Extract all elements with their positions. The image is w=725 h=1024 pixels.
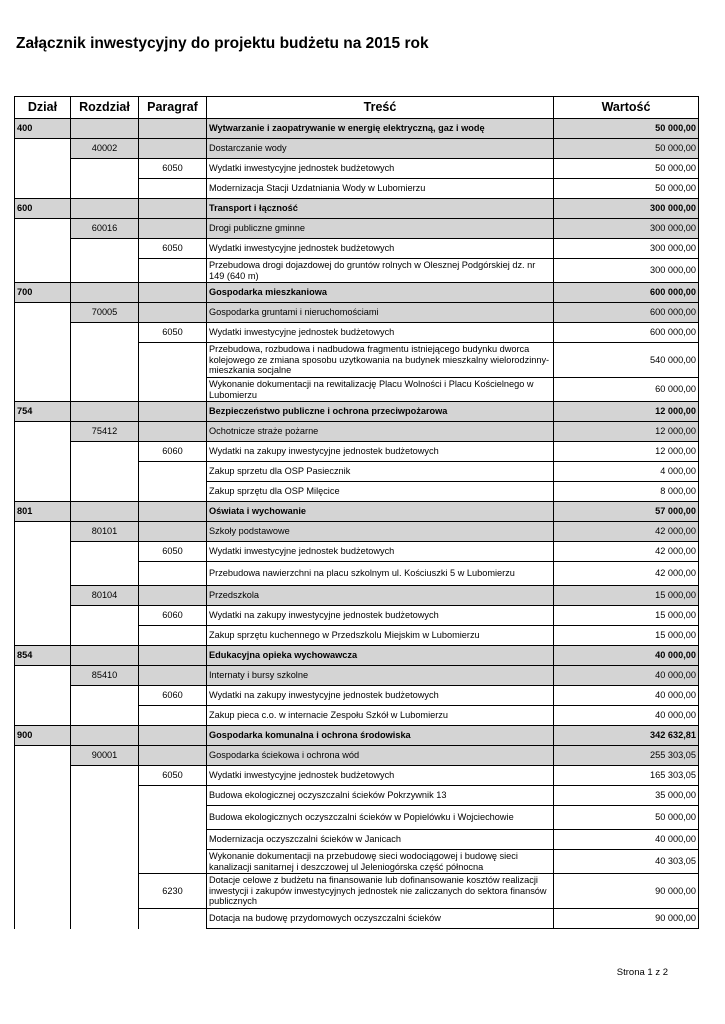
wartosc-cell: 600 000,00 bbox=[554, 303, 699, 323]
rozdzial-cell bbox=[71, 646, 139, 666]
paragraf-cell: 6050 bbox=[139, 239, 207, 259]
paragraf-cell: 6050 bbox=[139, 542, 207, 562]
table-row-zadanie bbox=[15, 259, 699, 283]
table-row-zadanie bbox=[15, 378, 699, 402]
paragraf-cell: 6050 bbox=[139, 159, 207, 179]
wartosc-cell: 600 000,00 bbox=[554, 323, 699, 343]
tresc-cell: Transport i łączność bbox=[207, 199, 554, 219]
wartosc-cell: 255 303,05 bbox=[554, 746, 699, 766]
rozdzial-cell: 85410 bbox=[71, 666, 139, 686]
paragraf-cell: 6230 bbox=[139, 874, 207, 909]
paragraf-cell bbox=[139, 806, 207, 830]
table-row-dzial bbox=[15, 646, 699, 666]
table-row-paragraf bbox=[15, 323, 699, 343]
dzial-cell bbox=[15, 462, 71, 482]
table-row-zadanie bbox=[15, 909, 699, 929]
table-row-zadanie bbox=[15, 830, 699, 850]
paragraf-cell bbox=[139, 482, 207, 502]
tresc-cell: Przedszkola bbox=[207, 586, 554, 606]
wartosc-cell: 50 000,00 bbox=[554, 179, 699, 199]
wartosc-cell: 300 000,00 bbox=[554, 239, 699, 259]
dzial-cell bbox=[15, 542, 71, 562]
paragraf-cell: 6060 bbox=[139, 686, 207, 706]
wartosc-cell: 40 303,05 bbox=[554, 850, 699, 874]
rozdzial-cell bbox=[71, 766, 139, 786]
table-row-dzial bbox=[15, 283, 699, 303]
paragraf-cell bbox=[139, 562, 207, 586]
dzial-cell: 900 bbox=[15, 726, 71, 746]
rozdzial-cell bbox=[71, 199, 139, 219]
table-row-dzial bbox=[15, 402, 699, 422]
table-row-zadanie bbox=[15, 482, 699, 502]
table-row-paragraf bbox=[15, 686, 699, 706]
rozdzial-cell bbox=[71, 482, 139, 502]
tresc-cell: Wykonanie dokumentacji na rewitalizację Placu Wolności i Placu Kościelnego w Lubomierzu bbox=[207, 378, 554, 402]
paragraf-cell bbox=[139, 522, 207, 542]
dzial-cell bbox=[15, 586, 71, 606]
dzial-cell bbox=[15, 850, 71, 874]
dzial-cell bbox=[15, 766, 71, 786]
wartosc-cell: 165 303,05 bbox=[554, 766, 699, 786]
wartosc-cell: 50 000,00 bbox=[554, 119, 699, 139]
paragraf-cell bbox=[139, 139, 207, 159]
table-row-rozdzial bbox=[15, 522, 699, 542]
paragraf-cell bbox=[139, 850, 207, 874]
dzial-cell bbox=[15, 522, 71, 542]
table-row-zadanie bbox=[15, 179, 699, 199]
table-row-paragraf bbox=[15, 159, 699, 179]
dzial-cell bbox=[15, 786, 71, 806]
tresc-cell: Dotacja na budowę przydomowych oczyszczalni ścieków bbox=[207, 909, 554, 929]
wartosc-cell: 42 000,00 bbox=[554, 562, 699, 586]
paragraf-cell bbox=[139, 626, 207, 646]
paragraf-cell bbox=[139, 746, 207, 766]
wartosc-cell: 35 000,00 bbox=[554, 786, 699, 806]
tresc-cell: Przebudowa, rozbudowa i nadbudowa fragmentu istniejącego budynku dworca kolejowego ze zmiana sposobu uzytkowania na budynek mieszkalny wielorodzinny- mieszkania socjalne bbox=[207, 343, 554, 378]
wartosc-cell: 40 000,00 bbox=[554, 666, 699, 686]
wartosc-cell: 540 000,00 bbox=[554, 343, 699, 378]
dzial-cell: 600 bbox=[15, 199, 71, 219]
page-title: Załącznik inwestycyjny do projektu budżetu na 2015 rok bbox=[16, 35, 429, 52]
paragraf-cell bbox=[139, 378, 207, 402]
dzial-cell bbox=[15, 746, 71, 766]
rozdzial-cell bbox=[71, 562, 139, 586]
tresc-cell: Zakup pieca c.o. w internacie Zespołu Szkół w Lubomierzu bbox=[207, 706, 554, 726]
wartosc-cell: 60 000,00 bbox=[554, 378, 699, 402]
rozdzial-cell: 80104 bbox=[71, 586, 139, 606]
dzial-cell bbox=[15, 343, 71, 378]
table-row-paragraf bbox=[15, 766, 699, 786]
dzial-cell bbox=[15, 303, 71, 323]
tresc-cell: Przebudowa nawierzchni na placu szkolnym ul. Kościuszki 5 w Lubomierzu bbox=[207, 562, 554, 586]
rozdzial-cell bbox=[71, 706, 139, 726]
paragraf-cell bbox=[139, 283, 207, 303]
table-row-paragraf bbox=[15, 239, 699, 259]
wartosc-cell: 300 000,00 bbox=[554, 219, 699, 239]
tresc-cell: Edukacyjna opieka wychowawcza bbox=[207, 646, 554, 666]
paragraf-cell bbox=[139, 830, 207, 850]
dzial-cell bbox=[15, 706, 71, 726]
tresc-cell: Wytwarzanie i zaopatrywanie w energię elektryczną, gaz i wodę bbox=[207, 119, 554, 139]
paragraf-cell bbox=[139, 119, 207, 139]
table-row-zadanie bbox=[15, 786, 699, 806]
table-row-zadanie bbox=[15, 706, 699, 726]
dzial-cell bbox=[15, 219, 71, 239]
dzial-cell bbox=[15, 666, 71, 686]
tresc-cell: Wykonanie dokumentacji na przebudowę sieci wodociągowej i budowę sieci kanalizacji sanitarnej i deszczowej ul Jeleniogórska część północna bbox=[207, 850, 554, 874]
header-dzial: Dział bbox=[15, 97, 71, 119]
wartosc-cell: 15 000,00 bbox=[554, 606, 699, 626]
dzial-cell bbox=[15, 259, 71, 283]
tresc-cell: Dostarczanie wody bbox=[207, 139, 554, 159]
header-tresc: Treść bbox=[207, 97, 554, 119]
wartosc-cell: 12 000,00 bbox=[554, 422, 699, 442]
dzial-cell bbox=[15, 378, 71, 402]
wartosc-cell: 12 000,00 bbox=[554, 402, 699, 422]
tresc-cell: Modernizacja oczyszczalni ścieków w Janicach bbox=[207, 830, 554, 850]
rozdzial-cell bbox=[71, 259, 139, 283]
dzial-cell bbox=[15, 909, 71, 929]
header-wartosc: Wartość bbox=[554, 97, 699, 119]
dzial-cell bbox=[15, 139, 71, 159]
tresc-cell: Bezpieczeństwo publiczne i ochrona przeciwpożarowa bbox=[207, 402, 554, 422]
paragraf-cell bbox=[139, 586, 207, 606]
tresc-cell: Wydatki inwestycyjne jednostek budżetowych bbox=[207, 239, 554, 259]
paragraf-cell: 6060 bbox=[139, 442, 207, 462]
tresc-cell: Wydatki na zakupy inwestycyjne jednostek budżetowych bbox=[207, 606, 554, 626]
tresc-cell: Zakup sprzętu kuchennego w Przedszkolu Miejskim w Lubomierzu bbox=[207, 626, 554, 646]
paragraf-cell bbox=[139, 199, 207, 219]
rozdzial-cell: 70005 bbox=[71, 303, 139, 323]
paragraf-cell bbox=[139, 179, 207, 199]
tresc-cell: Budowa ekologicznej oczyszczalni ścieków Pokrzywnik 13 bbox=[207, 786, 554, 806]
dzial-cell bbox=[15, 482, 71, 502]
table-row-rozdzial bbox=[15, 422, 699, 442]
table-row-zadanie bbox=[15, 626, 699, 646]
table-row-paragraf bbox=[15, 442, 699, 462]
paragraf-cell bbox=[139, 422, 207, 442]
wartosc-cell: 90 000,00 bbox=[554, 909, 699, 929]
rozdzial-cell: 90001 bbox=[71, 746, 139, 766]
table-row-zadanie bbox=[15, 462, 699, 482]
wartosc-cell: 300 000,00 bbox=[554, 199, 699, 219]
table-row-rozdzial bbox=[15, 219, 699, 239]
tresc-cell: Wydatki inwestycyjne jednostek budżetowych bbox=[207, 323, 554, 343]
dzial-cell bbox=[15, 606, 71, 626]
tresc-cell: Drogi publiczne gminne bbox=[207, 219, 554, 239]
tresc-cell: Wydatki inwestycyjne jednostek budżetowych bbox=[207, 766, 554, 786]
dzial-cell bbox=[15, 686, 71, 706]
tresc-cell: Ochotnicze straże pożarne bbox=[207, 422, 554, 442]
rozdzial-cell: 80101 bbox=[71, 522, 139, 542]
dzial-cell bbox=[15, 323, 71, 343]
rozdzial-cell bbox=[71, 119, 139, 139]
rozdzial-cell bbox=[71, 806, 139, 830]
table-row-rozdzial bbox=[15, 746, 699, 766]
rozdzial-cell bbox=[71, 502, 139, 522]
rozdzial-cell bbox=[71, 462, 139, 482]
tresc-cell: Gospodarka komunalna i ochrona środowiska bbox=[207, 726, 554, 746]
rozdzial-cell bbox=[71, 378, 139, 402]
table-header-row bbox=[15, 97, 699, 119]
tresc-cell: Wydatki na zakupy inwestycyjne jednostek budżetowych bbox=[207, 442, 554, 462]
wartosc-cell: 42 000,00 bbox=[554, 542, 699, 562]
paragraf-cell bbox=[139, 402, 207, 422]
wartosc-cell: 8 000,00 bbox=[554, 482, 699, 502]
dzial-cell: 854 bbox=[15, 646, 71, 666]
table-row-rozdzial bbox=[15, 303, 699, 323]
rozdzial-cell bbox=[71, 874, 139, 909]
wartosc-cell: 300 000,00 bbox=[554, 259, 699, 283]
wartosc-cell: 4 000,00 bbox=[554, 462, 699, 482]
paragraf-cell bbox=[139, 219, 207, 239]
paragraf-cell bbox=[139, 502, 207, 522]
rozdzial-cell: 40002 bbox=[71, 139, 139, 159]
page-number: Strona 1 z 2 bbox=[616, 967, 668, 978]
tresc-cell: Gospodarka mieszkaniowa bbox=[207, 283, 554, 303]
wartosc-cell: 42 000,00 bbox=[554, 522, 699, 542]
dzial-cell bbox=[15, 239, 71, 259]
table-row-dzial bbox=[15, 199, 699, 219]
tresc-cell: Zakup sprzętu dla OSP Milęcice bbox=[207, 482, 554, 502]
tresc-cell: Dotacje celowe z budżetu na finansowanie lub dofinansowanie kosztów realizacji inwestycji i zakupów inwestycyjnych jednostek nie zaliczanych do sektora finansów publicznych bbox=[207, 874, 554, 909]
dzial-cell bbox=[15, 830, 71, 850]
table-row-paragraf bbox=[15, 874, 699, 909]
table-row-dzial bbox=[15, 119, 699, 139]
paragraf-cell bbox=[139, 303, 207, 323]
paragraf-cell bbox=[139, 726, 207, 746]
rozdzial-cell bbox=[71, 686, 139, 706]
wartosc-cell: 50 000,00 bbox=[554, 139, 699, 159]
table-row-zadanie bbox=[15, 850, 699, 874]
rozdzial-cell bbox=[71, 850, 139, 874]
tresc-cell: Gospodarka ściekowa i ochrona wód bbox=[207, 746, 554, 766]
wartosc-cell: 40 000,00 bbox=[554, 646, 699, 666]
paragraf-cell: 6050 bbox=[139, 766, 207, 786]
paragraf-cell bbox=[139, 646, 207, 666]
paragraf-cell bbox=[139, 706, 207, 726]
dzial-cell: 754 bbox=[15, 402, 71, 422]
tresc-cell: Internaty i bursy szkolne bbox=[207, 666, 554, 686]
paragraf-cell: 6060 bbox=[139, 606, 207, 626]
tresc-cell: Wydatki inwestycyjne jednostek budżetowych bbox=[207, 542, 554, 562]
tresc-cell: Wydatki na zakupy inwestycyjne jednostek budżetowych bbox=[207, 686, 554, 706]
table-row-rozdzial bbox=[15, 586, 699, 606]
rozdzial-cell bbox=[71, 626, 139, 646]
wartosc-cell: 15 000,00 bbox=[554, 586, 699, 606]
tresc-cell: Przebudowa drogi dojazdowej do gruntów rolnych w Olesznej Podgórskiej dz. nr 149 (640 m) bbox=[207, 259, 554, 283]
table-row-rozdzial bbox=[15, 666, 699, 686]
table-row-rozdzial bbox=[15, 139, 699, 159]
paragraf-cell bbox=[139, 462, 207, 482]
investment-table bbox=[14, 96, 699, 929]
rozdzial-cell: 75412 bbox=[71, 422, 139, 442]
header-paragraf: Paragraf bbox=[139, 97, 207, 119]
tresc-cell: Szkoły podstawowe bbox=[207, 522, 554, 542]
table-row-zadanie bbox=[15, 343, 699, 378]
table-row-dzial bbox=[15, 726, 699, 746]
dzial-cell bbox=[15, 159, 71, 179]
tresc-cell: Zakup sprzetu dla OSP Pasiecznik bbox=[207, 462, 554, 482]
tresc-cell: Wydatki inwestycyjne jednostek budżetowych bbox=[207, 159, 554, 179]
rozdzial-cell bbox=[71, 830, 139, 850]
tresc-cell: Budowa ekologicznych oczyszczalni ścieków w Popielówku i Wojciechowie bbox=[207, 806, 554, 830]
table-row-paragraf bbox=[15, 606, 699, 626]
dzial-cell bbox=[15, 874, 71, 909]
paragraf-cell bbox=[139, 343, 207, 378]
rozdzial-cell bbox=[71, 909, 139, 929]
table-row-zadanie bbox=[15, 562, 699, 586]
dzial-cell: 400 bbox=[15, 119, 71, 139]
wartosc-cell: 15 000,00 bbox=[554, 626, 699, 646]
rozdzial-cell bbox=[71, 159, 139, 179]
rozdzial-cell bbox=[71, 343, 139, 378]
dzial-cell bbox=[15, 626, 71, 646]
wartosc-cell: 40 000,00 bbox=[554, 706, 699, 726]
tresc-cell: Gospodarka gruntami i nieruchomościami bbox=[207, 303, 554, 323]
rozdzial-cell bbox=[71, 283, 139, 303]
table-row-dzial bbox=[15, 502, 699, 522]
paragraf-cell bbox=[139, 786, 207, 806]
paragraf-cell bbox=[139, 909, 207, 929]
dzial-cell bbox=[15, 442, 71, 462]
dzial-cell: 700 bbox=[15, 283, 71, 303]
wartosc-cell: 40 000,00 bbox=[554, 830, 699, 850]
rozdzial-cell bbox=[71, 786, 139, 806]
wartosc-cell: 50 000,00 bbox=[554, 159, 699, 179]
dzial-cell bbox=[15, 179, 71, 199]
rozdzial-cell: 60016 bbox=[71, 219, 139, 239]
wartosc-cell: 50 000,00 bbox=[554, 806, 699, 830]
dzial-cell bbox=[15, 422, 71, 442]
wartosc-cell: 40 000,00 bbox=[554, 686, 699, 706]
rozdzial-cell bbox=[71, 239, 139, 259]
paragraf-cell: 6050 bbox=[139, 323, 207, 343]
tresc-cell: Modernizacja Stacji Uzdatniania Wody w Lubomierzu bbox=[207, 179, 554, 199]
paragraf-cell bbox=[139, 666, 207, 686]
header-rozdzial: Rozdział bbox=[71, 97, 139, 119]
dzial-cell bbox=[15, 806, 71, 830]
paragraf-cell bbox=[139, 259, 207, 283]
table-row-zadanie bbox=[15, 806, 699, 830]
wartosc-cell: 57 000,00 bbox=[554, 502, 699, 522]
rozdzial-cell bbox=[71, 442, 139, 462]
dzial-cell bbox=[15, 562, 71, 586]
rozdzial-cell bbox=[71, 179, 139, 199]
tresc-cell: Oświata i wychowanie bbox=[207, 502, 554, 522]
wartosc-cell: 600 000,00 bbox=[554, 283, 699, 303]
table-row-paragraf bbox=[15, 542, 699, 562]
wartosc-cell: 90 000,00 bbox=[554, 874, 699, 909]
table-body bbox=[15, 119, 699, 929]
rozdzial-cell bbox=[71, 323, 139, 343]
rozdzial-cell bbox=[71, 402, 139, 422]
rozdzial-cell bbox=[71, 606, 139, 626]
wartosc-cell: 342 632,81 bbox=[554, 726, 699, 746]
rozdzial-cell bbox=[71, 542, 139, 562]
rozdzial-cell bbox=[71, 726, 139, 746]
wartosc-cell: 12 000,00 bbox=[554, 442, 699, 462]
dzial-cell: 801 bbox=[15, 502, 71, 522]
